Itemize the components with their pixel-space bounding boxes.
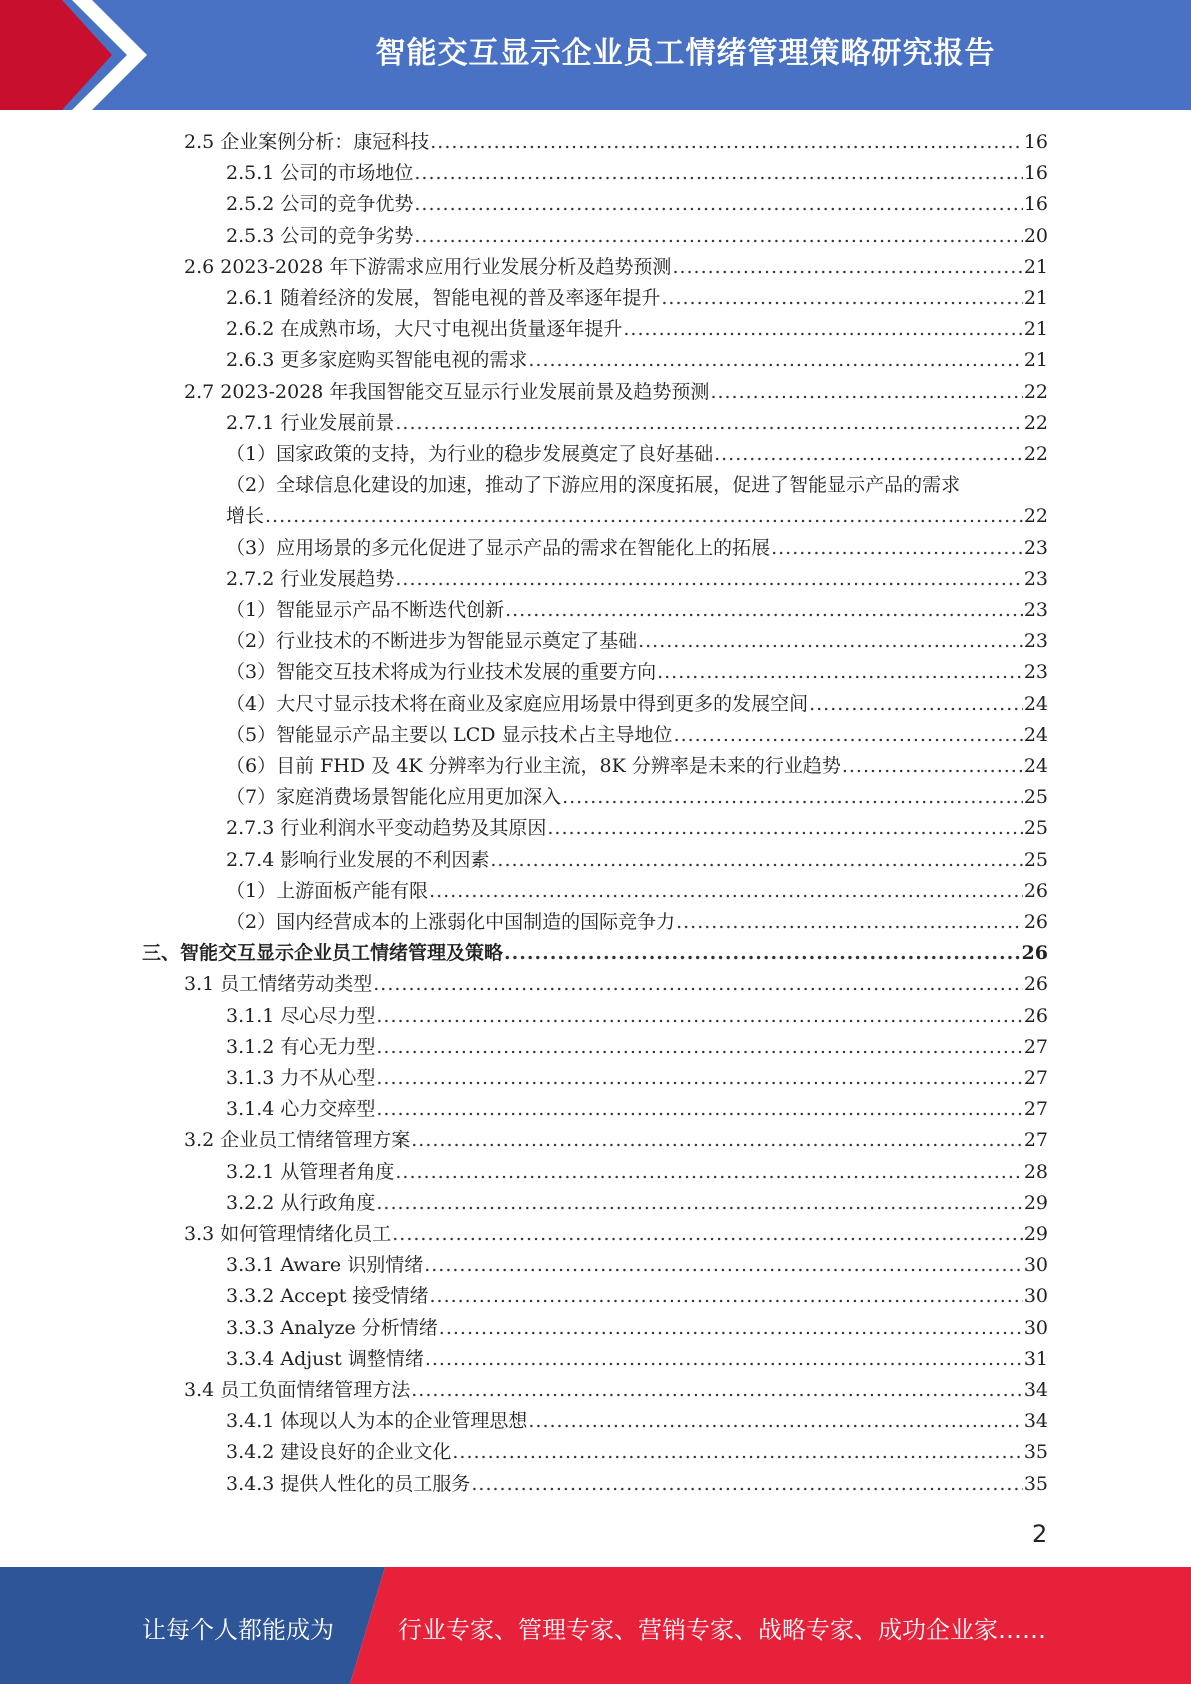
toc-page-number: 23 — [1023, 599, 1048, 621]
toc-dot-leader — [429, 876, 1023, 907]
toc-entry[interactable] — [226, 158, 1048, 189]
toc-entry-title: 3.4 员工负面情绪管理方法 — [184, 1379, 411, 1401]
toc-entry-title: 2.7.2 行业发展趋势 — [226, 567, 395, 590]
toc-entry-title: 2.5 企业案例分析：康冠科技 — [184, 131, 430, 153]
toc-entry-title: （1）智能显示产品不断迭代创新 — [226, 599, 505, 621]
toc-dot-leader — [414, 189, 1022, 220]
toc-page-number: 30 — [1023, 1316, 1048, 1339]
toc-dot-leader — [562, 782, 1023, 813]
toc-entry[interactable] — [184, 1375, 1048, 1406]
toc-entry-title: （2）行业技术的不断进步为智能显示奠定了基础 — [226, 630, 638, 653]
toc-entry-title: 2.7.1 行业发展前景 — [226, 411, 395, 434]
footer-slogan-left: 让每个人都能成为 — [142, 1616, 334, 1644]
toc-entry-title: 3.1.4 心力交瘁型 — [226, 1098, 376, 1121]
toc-dot-leader — [430, 127, 1023, 158]
toc-page-number: 27 — [1023, 1129, 1048, 1152]
toc-page-number: 27 — [1023, 1067, 1048, 1089]
toc-dot-leader — [657, 657, 1023, 688]
toc-page-number: 26 — [1021, 942, 1048, 965]
toc-page-number: 21 — [1023, 318, 1048, 341]
toc-entry-title: （1）国家政策的支持，为行业的稳步发展奠定了良好基础 — [226, 443, 714, 465]
toc-page-number: 26 — [1023, 911, 1048, 933]
toc-dot-leader — [376, 1188, 1022, 1219]
toc-entry[interactable] — [184, 1219, 1048, 1250]
toc-entry[interactable] — [226, 751, 1048, 782]
toc-page-number: 26 — [1023, 973, 1048, 996]
toc-entry[interactable] — [226, 876, 1048, 907]
toc-entry[interactable] — [226, 1250, 1048, 1281]
toc-dot-leader — [771, 533, 1023, 564]
toc-dot-leader — [376, 1063, 1022, 1094]
toc-dot-leader — [672, 252, 1022, 283]
toc-dot-leader — [425, 1344, 1023, 1375]
toc-entry-title: 3.1.3 力不从心型 — [226, 1067, 376, 1089]
page-header — [0, 0, 1191, 110]
toc-entry[interactable] — [226, 408, 1048, 439]
toc-entry-title: （3）应用场景的多元化促进了显示产品的需求在智能化上的拓展 — [226, 536, 771, 559]
toc-entry-title: 2.6.3 更多家庭购买智能电视的需求 — [226, 349, 528, 372]
toc-dot-leader — [376, 1001, 1022, 1032]
header-chevron-graphic — [0, 0, 160, 110]
toc-page-number: 25 — [1023, 786, 1048, 809]
toc-entry[interactable] — [226, 439, 1048, 470]
toc-entry-title: 2.6.1 随着经济的发展，智能电视的普及率逐年提升 — [226, 287, 661, 309]
toc-page-number: 23 — [1023, 536, 1048, 559]
toc-entry[interactable] — [184, 377, 1048, 408]
toc-entry[interactable] — [184, 969, 1048, 1000]
toc-page-number: 20 — [1023, 224, 1048, 247]
toc-page-number: 35 — [1023, 1472, 1048, 1495]
toc-page-number: 30 — [1023, 1285, 1048, 1308]
toc-entry[interactable] — [226, 314, 1048, 345]
toc-dot-leader — [714, 439, 1023, 470]
toc-page-number: 27 — [1023, 1098, 1048, 1121]
toc-dot-leader — [676, 907, 1023, 938]
toc-dot-leader — [710, 377, 1022, 408]
toc-entry-title: 3.2.1 从管理者角度 — [226, 1160, 395, 1183]
toc-entry-title: （5）智能显示产品主要以 LCD 显示技术占主导地位 — [226, 723, 673, 746]
toc-entry[interactable] — [226, 189, 1048, 220]
toc-dot-leader — [411, 1375, 1023, 1406]
toc-dot-leader — [471, 1469, 1022, 1500]
toc-entry-title: 2.5.1 公司的市场地位 — [226, 162, 414, 185]
toc-entry[interactable] — [226, 564, 1048, 595]
toc-entry-title: （7）家庭消费场景智能化应用更加深入 — [226, 786, 562, 809]
toc-entry-title: 2.7 2023-2028 年我国智能交互显示行业发展前景及趋势预测 — [184, 380, 710, 403]
toc-entry[interactable] — [226, 1281, 1048, 1312]
toc-page-number: 16 — [1023, 131, 1048, 153]
toc-entry[interactable] — [226, 657, 1048, 688]
toc-dot-leader — [490, 845, 1022, 876]
toc-entry-title: 2.6.2 在成熟市场，大尺寸电视出货量逐年提升 — [226, 318, 623, 341]
toc-entry-title: 2.7.3 行业利润水平变动趋势及其原因 — [226, 817, 547, 840]
toc-page-number: 26 — [1023, 879, 1048, 902]
toc-entry-title: （2）国内经营成本的上涨弱化中国制造的国际竞争力 — [226, 911, 676, 933]
toc-page-number: 22 — [1023, 443, 1048, 465]
toc-dot-leader — [373, 969, 1023, 1000]
toc-page-number: 21 — [1023, 287, 1048, 309]
toc-entry-title: 2.7.4 影响行业发展的不利因素 — [226, 848, 490, 871]
toc-entry-line[interactable]: （2）全球信息化建设的加速，推动了下游应用的深度拓展，促进了智能显示产品的需求 — [226, 474, 961, 497]
toc-dot-leader — [842, 751, 1023, 782]
toc-entry-title: （3）智能交互技术将成为行业技术发展的重要方向 — [226, 661, 657, 684]
toc-dot-leader — [395, 1157, 1022, 1188]
toc-entry[interactable] — [226, 845, 1048, 876]
toc-dot-leader — [674, 720, 1023, 751]
toc-page-number: 24 — [1023, 755, 1048, 777]
toc-entry-title: 3.1 员工情绪劳动类型 — [184, 973, 373, 996]
toc-dot-leader — [376, 1032, 1022, 1063]
toc-entry-title: 增长 — [226, 505, 265, 528]
toc-page-number: 34 — [1023, 1379, 1048, 1401]
toc-dot-leader — [411, 1125, 1023, 1156]
toc-page-number: 29 — [1023, 1191, 1048, 1214]
toc-entry-title: 3.4.1 体现以人为本的企业管理思想 — [226, 1410, 528, 1433]
toc-entry[interactable] — [142, 938, 1048, 969]
toc-entry-title: 3.4.3 提供人性化的员工服务 — [226, 1472, 471, 1495]
toc-page-number: 24 — [1023, 692, 1048, 715]
toc-entry[interactable] — [226, 1063, 1048, 1094]
toc-entry[interactable] — [226, 1001, 1048, 1032]
toc-page-number: 22 — [1023, 411, 1048, 434]
toc-entry[interactable] — [226, 626, 1048, 657]
toc-page-number: 22 — [1023, 505, 1048, 528]
toc-dot-leader — [414, 158, 1022, 189]
toc-page-number: 34 — [1023, 1410, 1048, 1433]
toc-dot-leader — [376, 1094, 1022, 1125]
footer-slogan-right: 行业专家、管理专家、营销专家、战略专家、成功企业家…… — [398, 1616, 1046, 1644]
toc-entry-title: 3.3.3 Analyze 分析情绪 — [226, 1316, 438, 1339]
toc-entry-title: （6）目前 FHD 及 4K 分辨率为行业主流，8K 分辨率是未来的行业趋势 — [226, 755, 841, 777]
toc-page-number: 16 — [1023, 193, 1048, 216]
toc-entry[interactable] — [226, 1032, 1048, 1063]
toc-entry[interactable] — [226, 1469, 1048, 1500]
toc-page-number: 16 — [1023, 162, 1048, 185]
toc-page-number: 23 — [1023, 567, 1048, 590]
toc-dot-leader — [638, 626, 1023, 657]
toc-entry[interactable] — [226, 1094, 1048, 1125]
toc-dot-leader — [528, 1406, 1022, 1437]
toc-page-number: 23 — [1023, 661, 1048, 684]
page-footer — [0, 1567, 1191, 1684]
toc-entry-title: 3.3 如何管理情绪化员工 — [184, 1223, 392, 1245]
toc-page-number: 24 — [1023, 723, 1048, 746]
toc-entry-title: 3.3.4 Adjust 调整情绪 — [226, 1347, 424, 1370]
toc-entry-title: 2.5.3 公司的竞争劣势 — [226, 224, 414, 247]
toc-entry[interactable] — [226, 595, 1048, 626]
toc-page-number: 27 — [1023, 1035, 1048, 1058]
toc-entry[interactable] — [184, 252, 1048, 283]
toc-entry[interactable] — [226, 907, 1048, 938]
toc-page-number: 25 — [1023, 817, 1048, 840]
toc-dot-leader — [528, 345, 1022, 376]
toc-entry[interactable] — [226, 1437, 1048, 1468]
toc-dot-leader — [661, 283, 1022, 314]
toc-page-number: 29 — [1023, 1223, 1048, 1245]
page-number: 2 — [1032, 1520, 1048, 1548]
toc-dot-leader — [547, 813, 1022, 844]
toc-page-number: 35 — [1023, 1441, 1048, 1464]
toc-page-number: 25 — [1023, 848, 1048, 871]
toc-entry-title: 3.2.2 从行政角度 — [226, 1191, 376, 1214]
toc-dot-leader — [505, 595, 1023, 626]
toc-page-number: 21 — [1023, 349, 1048, 372]
toc-entry[interactable] — [226, 1313, 1048, 1344]
toc-page-number: 31 — [1023, 1347, 1048, 1370]
toc-entry-title: 2.6 2023-2028 年下游需求应用行业发展分析及趋势预测 — [184, 255, 672, 278]
toc-entry-title: （1）上游面板产能有限 — [226, 879, 429, 902]
toc-dot-leader — [809, 689, 1023, 720]
toc-entry[interactable] — [184, 1125, 1048, 1156]
toc-entry[interactable] — [226, 1188, 1048, 1219]
toc-dot-leader — [414, 221, 1022, 252]
toc-entry[interactable] — [226, 782, 1048, 813]
header-title: 智能交互显示企业员工情绪管理策略研究报告 — [375, 36, 996, 71]
toc-entry-title: 3.4.2 建设良好的企业文化 — [226, 1441, 452, 1464]
toc-dot-leader — [424, 1250, 1023, 1281]
toc-dot-leader — [395, 564, 1022, 595]
toc-dot-leader — [452, 1437, 1022, 1468]
toc-entry[interactable] — [226, 501, 1048, 532]
toc-entry-title: 3.1.1 尽心尽力型 — [226, 1004, 376, 1027]
toc-entry-title: 3.2 企业员工情绪管理方案 — [184, 1129, 411, 1152]
toc-dot-leader — [439, 1313, 1023, 1344]
toc-page-number: 22 — [1023, 380, 1048, 403]
toc-dot-leader — [395, 408, 1022, 439]
toc-entry[interactable] — [226, 1406, 1048, 1437]
toc-entry-title: 2.5.2 公司的竞争优势 — [226, 193, 414, 216]
toc-entry-title: 3.3.1 Aware 识别情绪 — [226, 1254, 424, 1277]
toc-page-number: 23 — [1023, 630, 1048, 653]
toc-entry[interactable] — [226, 345, 1048, 376]
toc-dot-leader — [429, 1281, 1022, 1312]
toc-page-number: 30 — [1023, 1254, 1048, 1277]
toc-entry[interactable] — [226, 1344, 1048, 1375]
toc-entry[interactable] — [184, 127, 1048, 158]
toc-entry[interactable] — [226, 720, 1048, 751]
toc-entry[interactable] — [226, 533, 1048, 564]
toc-page-number: 28 — [1023, 1160, 1048, 1183]
toc-dot-leader — [504, 938, 1021, 969]
toc-page-number: 21 — [1023, 255, 1048, 278]
toc-dot-leader — [392, 1219, 1023, 1250]
toc-entry-title: 三、智能交互显示企业员工情绪管理及策略 — [142, 942, 504, 965]
toc-page-number: 26 — [1023, 1004, 1048, 1027]
toc-entry[interactable] — [226, 283, 1048, 314]
toc-entry[interactable] — [226, 689, 1048, 720]
toc-entry[interactable] — [226, 813, 1048, 844]
toc-entry-title: 3.1.2 有心无力型 — [226, 1035, 376, 1058]
toc-entry[interactable] — [226, 1157, 1048, 1188]
toc-entry-title: （4）大尺寸显示技术将在商业及家庭应用场景中得到更多的发展空间 — [226, 692, 809, 715]
toc-entry-title: 3.3.2 Accept 接受情绪 — [226, 1285, 429, 1308]
toc-dot-leader — [265, 501, 1023, 532]
toc-entry[interactable] — [226, 221, 1048, 252]
toc-dot-leader — [623, 314, 1022, 345]
